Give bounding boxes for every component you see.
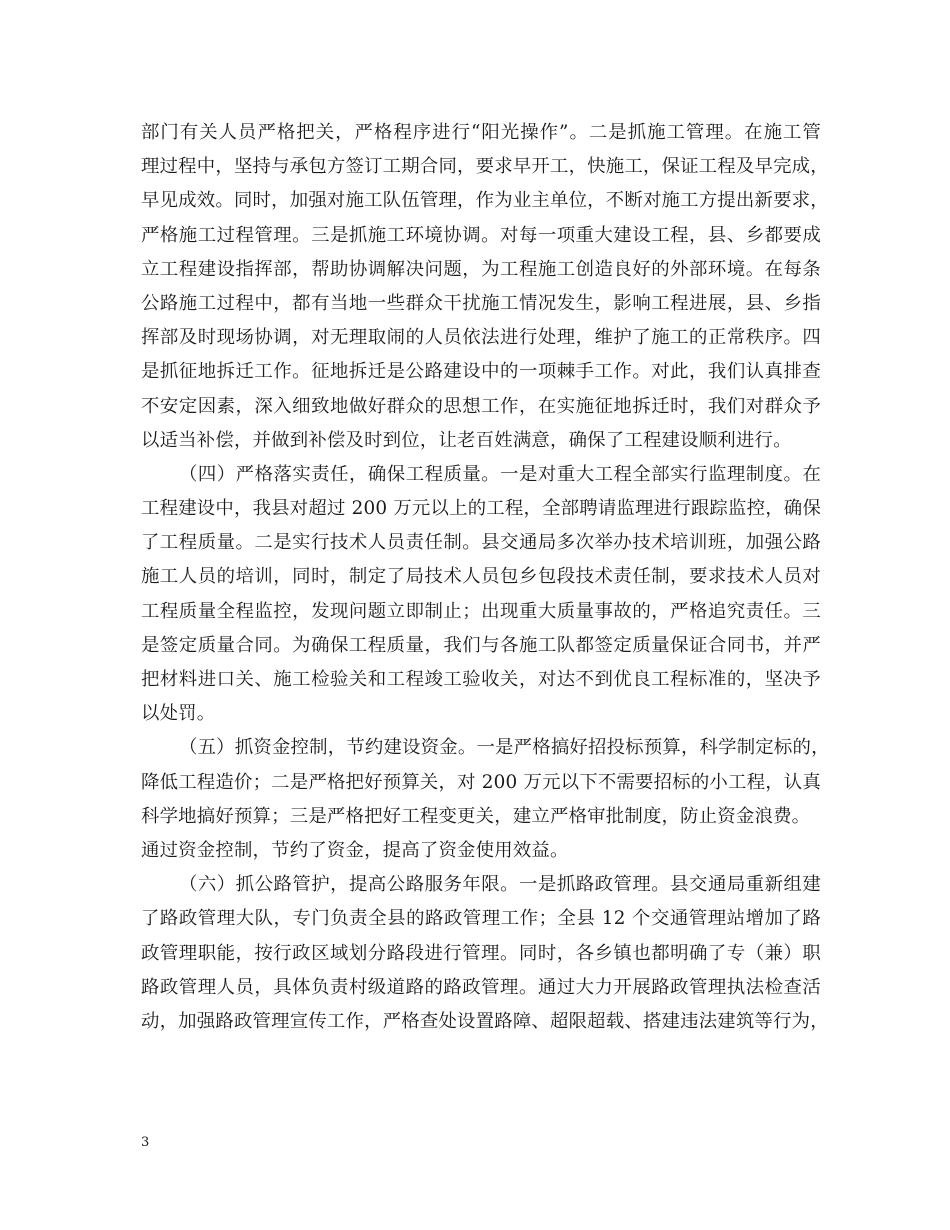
text-line: 施工人员的培训，同时，制定了局技术人员包乡包段技术责任制，要求技术人员对 <box>141 566 821 588</box>
text-line: （六）抓公路管护，提高公路服务年限。一是抓路政管理。县交通局重新组建 <box>179 874 821 896</box>
text-line: 理过程中，坚持与承包方签订工期合同，要求早开工，快施工，保证工程及早完成， <box>141 156 829 178</box>
text-line: 是抓征地拆迁工作。征地拆迁是公路建设中的一项棘手工作。对此，我们认真排查 <box>141 361 821 383</box>
text-line: 工程质量全程监控，发现问题立即制止；出现重大质量事故的，严格追究责任。三 <box>141 600 821 622</box>
text-line: 严格施工过程管理。三是抓施工环境协调。对每一项重大建设工程，县、乡都要成 <box>141 224 821 246</box>
text-line: 部门有关人员严格把关，严格程序进行“阳光操作”。二是抓施工管理。在施工管 <box>141 122 821 143</box>
text-line: 政管理职能，按行政区域划分路段进行管理。同时，各乡镇也都明确了专（兼）职 <box>141 942 821 964</box>
text-line: （五）抓资金控制，节约建设资金。一是严格搞好招投标预算，科学制定标的， <box>179 737 830 759</box>
text-line: 是签定质量合同。为确保工程质量，我们与各施工队都签定质量保证合同书，并严 <box>141 634 821 656</box>
document-body <box>141 116 830 1039</box>
text-line: 了工程质量。二是实行技术人员责任制。县交通局多次举办技术培训班，加强公路 <box>141 532 821 554</box>
text-line: 挥部及时现场协调，对无理取闹的人员依法进行处理，维护了施工的正常秩序。四 <box>141 327 821 349</box>
text-line: 不安定因素，深入细致地做好群众的思想工作，在实施征地拆迁时，我们对群众予 <box>141 395 821 417</box>
text-line: 降低工程造价；二是严格把好预算关，对 200 万元以下不需要招标的小工程，认真 <box>141 771 821 793</box>
text-line: 通过资金控制，节约了资金，提高了资金使用效益。 <box>141 839 569 861</box>
text-line: 以适当补偿，并做到补偿及时到位，让老百姓满意，确保了工程建设顺利进行。 <box>141 429 792 451</box>
text-line: 公路施工过程中，都有当地一些群众干扰施工情况发生，影响工程进展，县、乡指 <box>141 292 821 314</box>
text-line: 工程建设中，我县对超过 200 万元以上的工程，全部聘请监理进行跟踪监控，确保 <box>141 498 821 520</box>
page-number: 3 <box>141 1135 150 1150</box>
text-line: 了路政管理大队，专门负责全县的路政管理工作；全县 12 个交通管理站增加了路 <box>141 908 821 930</box>
text-line: 以处罚。 <box>141 703 216 725</box>
text-line: 早见成效。同时，加强对施工队伍管理，作为业主单位，不断对施工方提出新要求， <box>141 190 829 212</box>
text-line: 科学地搞好预算；三是严格把好工程变更关，建立严格审批制度，防止资金浪费。 <box>141 805 811 827</box>
text-line: 把材料进口关、施工检验关和工程竣工验收关，对达不到优良工程标准的，坚决予 <box>141 669 821 690</box>
text-line: 动，加强路政管理宣传工作，严格查处设置路障、超限超载、搭建违法建筑等行为， <box>141 1010 829 1032</box>
text-line: 立工程建设指挥部，帮助协调解决问题，为工程施工创造良好的外部环境。在每条 <box>141 258 821 280</box>
text-line: 路政管理人员，具体负责村级道路的路政管理。通过大力开展路政管理执法检查活 <box>141 976 821 998</box>
text-line: （四）严格落实责任，确保工程质量。一是对重大工程全部实行监理制度。在 <box>179 463 821 485</box>
